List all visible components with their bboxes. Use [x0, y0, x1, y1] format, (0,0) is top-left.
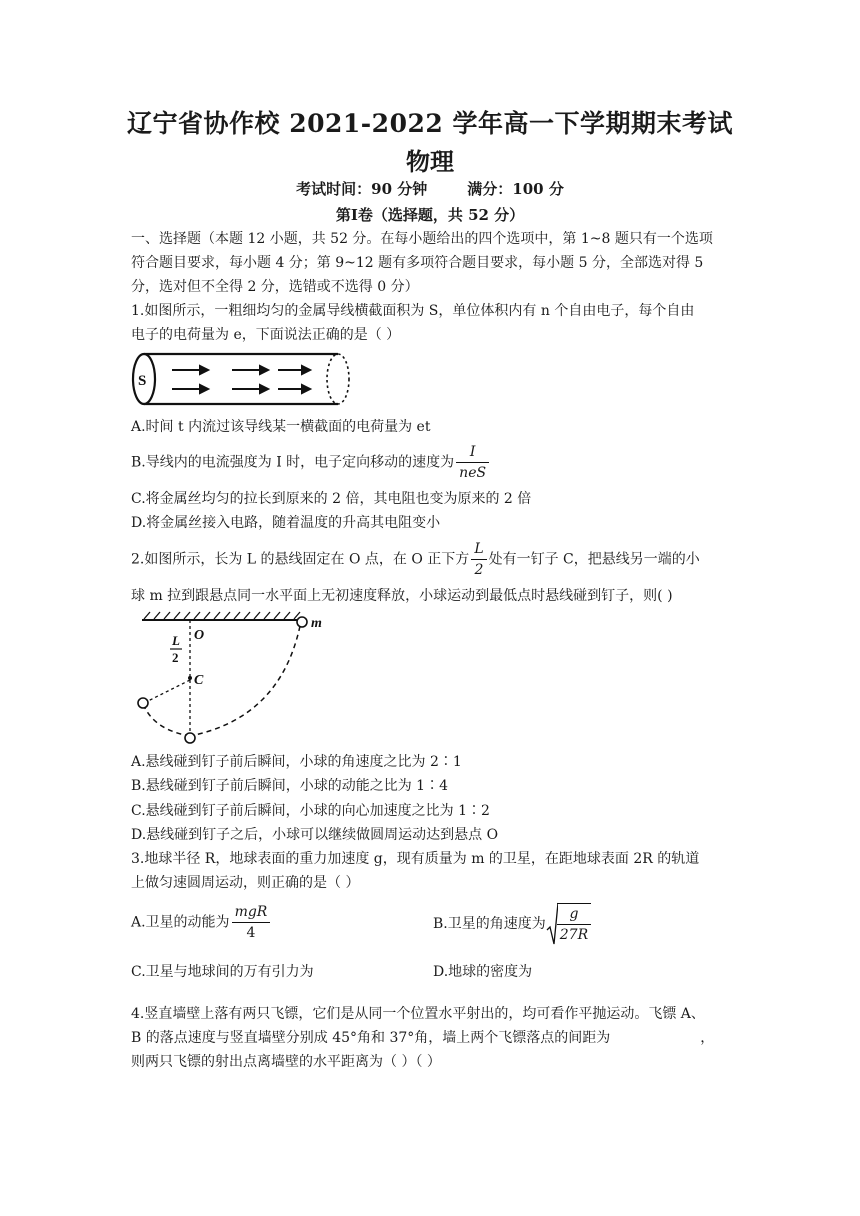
q1-fig-label-s: S — [138, 373, 147, 389]
instructions-line-1: 一、选择题（本题 12 小题，共 52 分。在每小题给出的四个选项中，第 1~8 题只有一个选项 — [131, 231, 713, 247]
q3-option-a-text: A.卫星的动能为 — [131, 914, 230, 931]
q1-b-denominator: neS — [459, 465, 487, 481]
q3-b-denominator: 27R — [559, 927, 589, 943]
q1-option-a: A.时间 t 内流过该导线某一横截面的电荷量为 et — [131, 419, 431, 435]
q2-option-b: B.悬线碰到钉子前后瞬间，小球的动能之比为 1∶4 — [131, 778, 449, 794]
q2-fig-label-2: 2 — [172, 650, 179, 665]
q2-stem-part-a: 2.如图所示，长为 L 的悬线固定在 O 点，在 O 正下方 — [131, 551, 470, 568]
q3-option-b-text: B.卫星的角速度为 — [433, 916, 546, 932]
exam-time: 考试时间：90 分钟 — [296, 180, 428, 198]
q4-stem-part-b: ， — [700, 1030, 715, 1046]
q3-stem-line-2: 上做匀速圆周运动，则正确的是（ ） — [131, 875, 360, 891]
q2-option-d: D.悬线碰到钉子之后，小球可以继续做圆周运动达到悬点 O — [131, 827, 499, 843]
q2-stem-fraction — [471, 539, 486, 580]
q1-option-c: C.将金属丝均匀的拉长到原来的 2 倍，其电阻也变为原来的 2 倍 — [131, 491, 532, 507]
q3-option-a-fraction — [232, 902, 271, 943]
full-score: 满分：100 分 — [467, 180, 564, 198]
q3-stem-line-1: 3.地球半径 R，地球表面的重力加速度 g，现有质量为 m 的卫星，在距地球表面 2R 的轨道 — [131, 851, 700, 867]
exam-meta — [0, 178, 860, 199]
q1-wire-figure — [130, 350, 355, 410]
instructions-line-2: 符合题目要求，每小题 4 分；第 9~12 题有多项符合题目要求，每小题 5 分，全部选对得 5 — [131, 255, 704, 271]
q3-b-numerator: g — [557, 904, 591, 925]
q3-option-b — [433, 902, 593, 946]
q4-stem-line-1: 4.竖直墙壁上落有两只飞镖，它们是从同一个位置水平射出的，均可看作平抛运动。飞镖 A、 — [131, 1006, 705, 1022]
q2-stem-line-1 — [131, 539, 700, 580]
q2-fig-label-l: L — [172, 633, 180, 648]
q1-option-b — [131, 442, 491, 483]
q2-frac-denominator: 2 — [474, 562, 484, 578]
q1-option-b-fraction — [456, 442, 489, 483]
q2-pendulum-figure — [130, 608, 350, 748]
q1-stem-line-1: 1.如图所示，一粗细均匀的金属导线横截面积为 S，单位体积内有 n 个自由电子，每个自由 — [131, 303, 695, 319]
q3-option-c: C.卫星与地球间的万有引力为 — [131, 964, 314, 980]
q2-frac-numerator: L — [471, 539, 486, 560]
q3-option-a — [131, 902, 272, 943]
q3-option-d: D.地球的密度为 — [433, 964, 533, 980]
q2-option-c: C.悬线碰到钉子前后瞬间，小球的向心加速度之比为 1∶2 — [131, 803, 490, 819]
instructions-line-3: 分，选对但不全得 2 分，选错或不选得 0 分） — [131, 279, 419, 295]
q3-option-b-sqrt — [546, 902, 593, 946]
q1-b-numerator: I — [456, 442, 489, 463]
q2-option-a: A.悬线碰到钉子前后瞬间，小球的角速度之比为 2∶1 — [131, 754, 462, 770]
q3-a-denominator: 4 — [246, 925, 256, 941]
q4-stem-line-3: 则两只飞镖的射出点离墙壁的水平距离为（ ）（ ） — [131, 1054, 441, 1070]
exam-title: 辽宁省协作校 2021-2022 学年高一下学期期末考试 — [127, 109, 733, 138]
q1-stem-line-2: 电子的电荷量为 e，下面说法正确的是（ ） — [131, 327, 401, 343]
q2-stem-part-b: 处有一钉子 C，把悬线另一端的小 — [488, 551, 700, 568]
q1-option-d: D.将金属丝接入电路，随着温度的升高其电阻变小 — [131, 515, 441, 531]
q2-fig-label-c: C — [194, 673, 204, 688]
subject-title: 物理 — [406, 147, 454, 176]
q4-stem-part-a: B 的落点速度与竖直墙壁分别成 45°角和 37°角，墙上两个飞镖落点的间距为 — [131, 1030, 611, 1046]
q1-option-b-text: B.导线内的电流强度为 I 时，电子定向移动的速度为 — [131, 454, 455, 471]
q2-fig-label-o: O — [194, 628, 205, 643]
q2-stem-line-2: 球 m 拉到跟悬点同一水平面上无初速度释放，小球运动到最低点时悬线碰到钉子，则( ) — [131, 588, 673, 604]
q4-stem-line-2 — [131, 1028, 714, 1048]
part-title: 第Ⅰ卷（选择题，共 52 分） — [335, 206, 525, 224]
q2-fig-label-m: m — [311, 616, 322, 631]
q3-a-numerator: mgR — [232, 902, 271, 923]
